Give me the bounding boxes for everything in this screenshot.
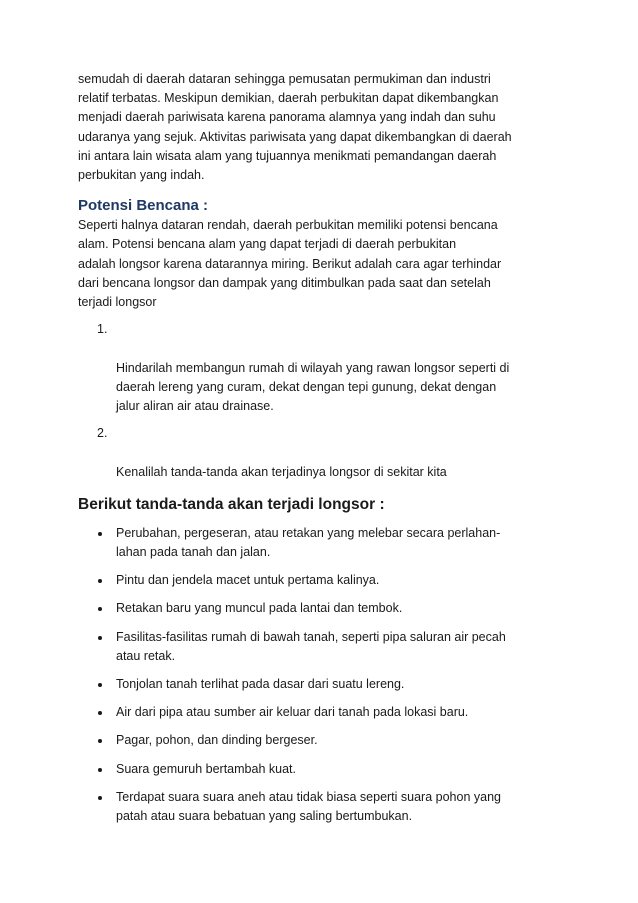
item-text: Kenalilah tanda-tanda akan terjadinya longsor di sekitar kita	[116, 464, 447, 479]
bullet-text: Pintu dan jendela macet untuk pertama kalinya.	[116, 573, 380, 588]
bullet-list	[78, 524, 566, 826]
numbered-item	[78, 424, 566, 482]
item-number: 2.	[97, 426, 108, 441]
bullet-dot-icon	[98, 636, 102, 640]
bullet-item	[78, 675, 566, 694]
bullet-item	[78, 599, 566, 618]
bullet-text: Fasilitas-fasilitas rumah di bawah tanah, seperti pipa saluran air pecah atau retak.	[116, 629, 506, 663]
bullet-text: Tonjolan tanah terlihat pada dasar dari suatu lereng.	[116, 677, 405, 692]
bullet-item	[78, 703, 566, 722]
bullet-item	[78, 760, 566, 779]
bullet-dot-icon	[98, 711, 102, 715]
section-paragraph: Seperti halnya dataran rendah, daerah perbukitan memiliki potensi bencana alam. Potensi bencana alam yang dapat terjadi di daerah perbukitan adalah longsor karena datarannya miring. Berikut adalah cara agar terhindar dari bencana longsor dan dampak yang ditimbulkan pada saat dan setelah terjadi longsor	[78, 218, 502, 310]
bullet-item	[78, 628, 566, 666]
bullet-text: Air dari pipa atau sumber air keluar dari tanah pada lokasi baru.	[116, 705, 469, 720]
bullet-dot-icon	[98, 607, 102, 611]
item-text: Hindarilah membangun rumah di wilayah yang rawan longsor seperti di daerah lereng yang curam, dekat dengan tepi gunung, dekat dengan jalur aliran air atau drainase.	[116, 360, 510, 414]
bullet-item	[78, 731, 566, 750]
section-heading-potensi-bencana: Potensi Bencana :	[78, 197, 209, 215]
page-content	[78, 70, 566, 835]
bullet-item	[78, 524, 566, 562]
bullet-dot-icon	[98, 768, 102, 772]
numbered-list	[78, 320, 566, 482]
bullet-text: Terdapat suara suara aneh atau tidak biasa seperti suara pohon yang patah atau suara bebatuan yang saling bertumbukan.	[116, 789, 501, 824]
bullet-dot-icon	[98, 796, 102, 800]
bullet-text: Pagar, pohon, dan dinding bergeser.	[116, 733, 318, 748]
bullet-dot-icon	[98, 683, 102, 687]
bullet-text: Perubahan, pergeseran, atau retakan yang melebar secara perlahan- lahan pada tanah dan jalan.	[116, 525, 501, 560]
intro-paragraph: semudah di daerah dataran sehingga pemusatan permukiman dan industri relatif terbatas. Meskipun demikian, daerah perbukitan dapat dikembangkan menjadi daerah pariwisata karena panorama alamnya yang indah dan suhu udaranya yang sejuk. Aktivitas pariwisata yang dapat dikembangkan di daerah ini antara lain wisata alam yang tujuannya menikmati pemandangan daerah perbukitan yang indah.	[78, 72, 512, 183]
numbered-item	[78, 320, 566, 416]
bullet-dot-icon	[98, 579, 102, 583]
bullet-item	[78, 788, 566, 826]
bullet-text: Suara gemuruh bertambah kuat.	[116, 761, 296, 776]
bullet-text: Retakan baru yang muncul pada lantai dan tembok.	[116, 601, 403, 616]
bullet-dot-icon	[98, 532, 102, 536]
bullet-dot-icon	[98, 739, 102, 743]
signs-heading: Berikut tanda-tanda akan terjadi longsor :	[78, 495, 385, 513]
item-number: 1.	[97, 322, 108, 337]
bullet-item	[78, 571, 566, 590]
